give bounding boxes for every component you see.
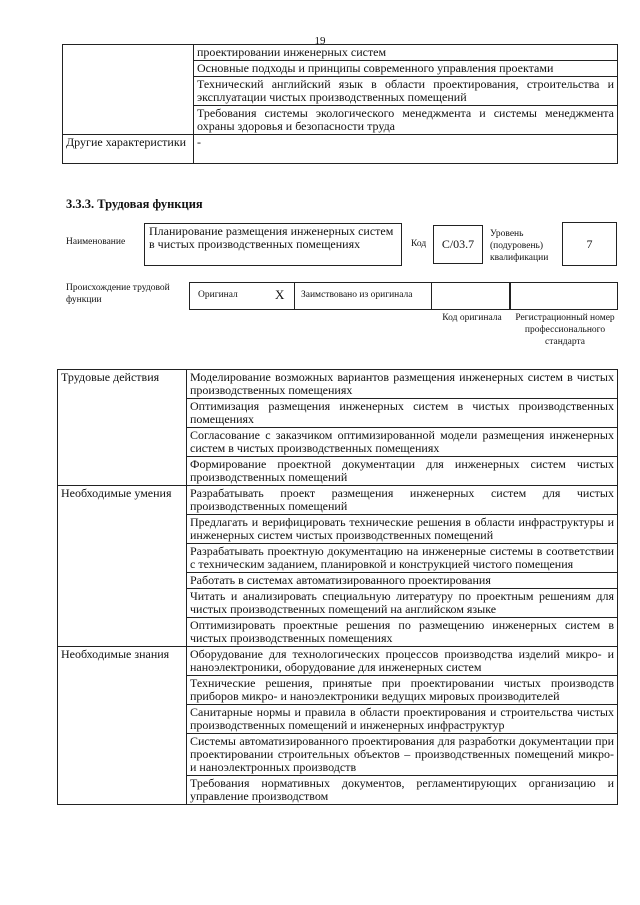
original-code-cell (432, 282, 510, 310)
other-characteristics-label: Другие характеристики (63, 135, 194, 164)
original-label: Оригинал (198, 290, 238, 300)
group-label: Необходимые знания (58, 647, 187, 805)
code-label: Код (411, 239, 427, 249)
group-item: Формирование проектной документации для инженерных систем чистых производственных помещений (187, 457, 618, 486)
group-item: Разрабатывать проект размещения инженерных систем для чистых производственных помещений (187, 486, 618, 515)
group-label: Необходимые умения (58, 486, 187, 647)
row-text: проектировании инженерных систем (194, 45, 618, 61)
name-label: Наименование (66, 237, 126, 247)
level-value: 7 (562, 222, 617, 266)
group-item: Санитарные нормы и правила в области проектирования и строительства чистых производственных помещений и инженерных инфраструктур (187, 705, 618, 734)
group-item: Технические решения, принятые при проектировании чистых производств приборов микро- и наноэлектроники ведущих мировых производителей (187, 676, 618, 705)
original-cell (189, 282, 294, 310)
group-item: Согласование с заказчиком оптимизированной модели размещения инженерных систем в чистых производственных помещениях (187, 428, 618, 457)
group-item: Требования нормативных документов, регламентирующих организацию и управление производством (187, 776, 618, 805)
group-item: Оптимизировать проектные решения по размещению инженерных систем в чистых производственных помещениях (187, 618, 618, 647)
table-row (58, 647, 618, 676)
group-label: Трудовые действия (58, 370, 187, 486)
code-caption: Код оригинала (442, 313, 502, 323)
code-value: C/03.7 (433, 225, 483, 264)
row-text: Требования системы экологического менеджмента и системы менеджмента охраны здоровья и безопасности труда (194, 106, 618, 135)
reg-caption: Регистрационный номер профессионального стандарта (515, 313, 615, 347)
page-number: 19 (314, 35, 326, 47)
borrowed-label: Заимствовано из оригинала (301, 290, 413, 300)
table-row (58, 370, 618, 399)
origin-label: Происхождение трудовой функции (66, 283, 170, 305)
table-row (63, 45, 618, 61)
section-title: 3.3.3. Трудовая функция (66, 197, 203, 211)
borrowed-cell (294, 282, 432, 310)
group-item: Системы автоматизированного проектирования для разработки документации при проектировании строительных объектов – производственных помещений микро- и наноэлектронных производств (187, 734, 618, 776)
other-characteristics-value: - (194, 135, 618, 164)
group-item: Оптимизация размещения инженерных систем в чистых производственных помещениях (187, 399, 618, 428)
table-row (63, 135, 618, 164)
row-label (63, 45, 194, 135)
top-table (62, 44, 618, 164)
row-text: Технический английский язык в области проектирования, строительства и эксплуатации чистых производственных помещений (194, 77, 618, 106)
group-item: Предлагать и верифицировать технические решения в области инфраструктуры и инженерных систем чистых производственных помещений (187, 515, 618, 544)
main-table (57, 369, 618, 805)
name-value: Планирование размещения инженерных систем в чистых производственных помещениях (144, 223, 402, 266)
group-item: Работать в системах автоматизированного проектирования (187, 573, 618, 589)
group-item: Моделирование возможных вариантов размещения инженерных систем в чистых производственных помещениях (187, 370, 618, 399)
group-item: Оборудование для технологических процессов производства изделий микро- и наноэлектроники, оборудование для инженерных систем (187, 647, 618, 676)
level-label: Уровень (подуровень) квалификации (490, 229, 549, 263)
group-item: Разрабатывать проектную документацию на инженерные системы в соответствии с техническим заданием, планировкой и конструкцией чистого помещения (187, 544, 618, 573)
reg-number-cell (510, 282, 618, 310)
table-row (58, 486, 618, 515)
original-mark: X (275, 287, 285, 302)
row-text: Основные подходы и принципы современного управления проектами (194, 61, 618, 77)
group-item: Читать и анализировать специальную литературу по проектным решениям для чистых производственных помещений на английском языке (187, 589, 618, 618)
